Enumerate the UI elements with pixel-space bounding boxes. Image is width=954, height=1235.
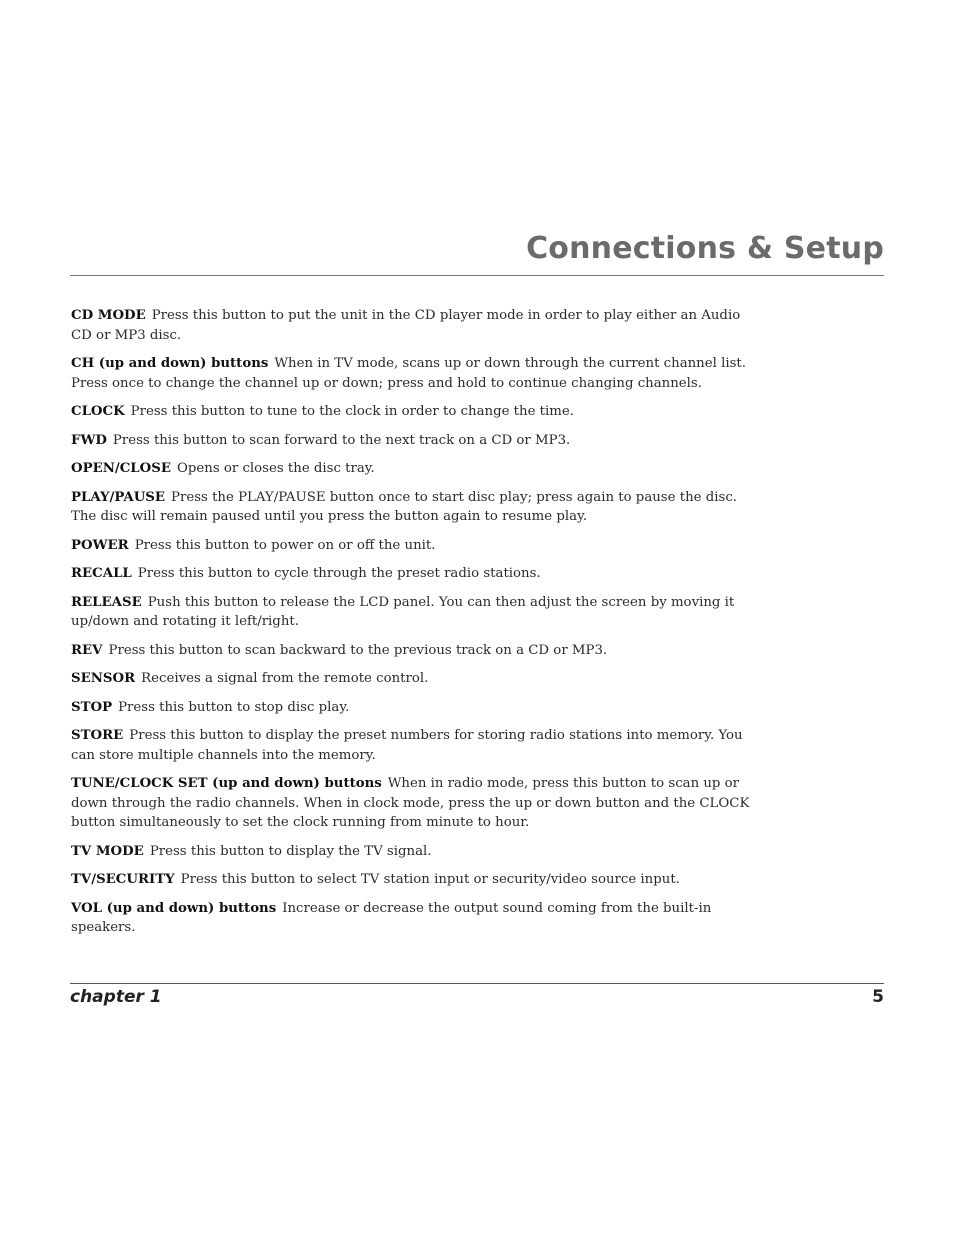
entry-open-close [71,459,753,479]
entry-ch-buttons [71,354,753,393]
entry-description: Press this button to scan forward to the next track on a CD or MP3. [112,432,571,448]
entry-play-pause [71,488,753,527]
entry-description: Increase or decrease the output sound coming from the built-in speakers. [71,900,712,935]
entry-power [71,536,753,556]
entry-description: Press this button to power on or off the unit. [134,537,436,553]
entry-description: Press this button to display the TV signal. [149,843,432,859]
entry-release [71,593,753,632]
entry-description: Push this button to release the LCD panel. You can then adjust the screen by moving it up/down and rotating it left/right. [71,594,735,629]
page-number: 5 [872,987,884,1007]
entry-clock [71,402,753,422]
entry-rev [71,641,753,661]
page-title: Connections & Setup [526,231,884,266]
entry-description: Press this button to put the unit in the CD player mode in order to play either an Audio CD or MP3 disc. [71,308,741,343]
entry-description: Press this button to scan backward to the previous track on a CD or MP3. [108,642,608,658]
entry-term: STORE [71,728,124,743]
entry-term: OPEN/CLOSE [71,461,171,476]
entry-fwd [71,431,753,451]
entry-term: POWER [71,537,129,553]
entry-store [71,726,753,765]
entry-vol-buttons [71,899,753,938]
footer-divider [70,983,884,984]
entry-description: When in radio mode, press this button to scan up or down through the radio channels. When in clock mode, press the up or down button and the CLOCK button simultaneously to set the clock running from minute to hour. [71,776,750,830]
entry-term: RELEASE [71,594,142,610]
entry-tune-clock-set [71,774,753,833]
entry-description: Press this button to select TV station input or security/video source input. [180,872,680,887]
entry-description: Receives a signal from the remote control. [141,671,429,686]
entry-recall [71,564,753,584]
entry-tv-mode [71,842,753,862]
button-descriptions [71,306,753,947]
entry-term: CD MODE [71,308,146,323]
entry-term: FWD [71,432,107,448]
entry-tv-security [71,870,753,890]
entry-description: Press the PLAY/PAUSE button once to start disc play; press again to pause the disc. The disc will remain paused until you press the button again to resume play. [71,489,737,524]
entry-stop [71,698,753,718]
entry-term: TUNE/CLOCK SET (up and down) buttons [71,776,382,791]
entry-term: TV MODE [71,843,144,859]
entry-term: CLOCK [71,404,125,419]
entry-description: Press this button to display the preset numbers for storing radio stations into memory. You can store multiple channels into the memory. [71,728,743,763]
entry-sensor [71,669,753,689]
entry-term: RECALL [71,566,132,581]
entry-description: Press this button to stop disc play. [118,699,350,715]
entry-term: CH (up and down) buttons [71,356,269,371]
entry-description: Opens or closes the disc tray. [176,461,375,476]
entry-term: STOP [71,699,113,715]
entry-term: PLAY/PAUSE [71,489,166,505]
chapter-label: chapter 1 [70,987,162,1007]
entry-cd-mode [71,306,753,345]
entry-description: When in TV mode, scans up or down through the current channel list. Press once to change the channel up or down; press and hold to continue changing channels. [71,356,746,391]
title-divider [70,275,884,276]
entry-term: TV/SECURITY [71,872,175,887]
entry-description: Press this button to cycle through the preset radio stations. [137,566,541,581]
entry-description: Press this button to tune to the clock in order to change the time. [130,404,574,419]
entry-term: SENSOR [71,671,136,686]
entry-term: VOL (up and down) buttons [71,900,277,916]
entry-term: REV [71,642,103,658]
